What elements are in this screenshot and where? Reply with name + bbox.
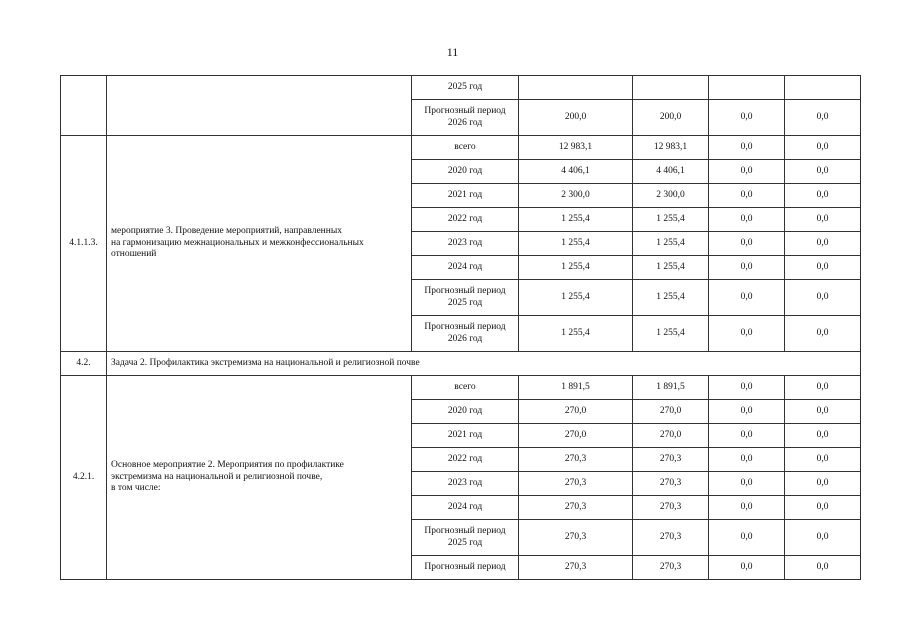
period-cell: 2021 год [412, 184, 519, 208]
value-cell: 200,0 [633, 100, 709, 136]
period-cell: 2025 год [412, 76, 519, 100]
value-cell: 0,0 [785, 184, 861, 208]
value-cell: 0,0 [785, 160, 861, 184]
value-cell: 270,3 [633, 448, 709, 472]
value-cell [633, 76, 709, 100]
period-cell: 2022 год [412, 448, 519, 472]
value-cell: 0,0 [709, 232, 785, 256]
value-cell: 1 255,4 [633, 280, 709, 316]
value-cell: 0,0 [709, 556, 785, 580]
value-cell: 0,0 [709, 424, 785, 448]
value-cell: 0,0 [709, 160, 785, 184]
value-cell: 270,3 [633, 520, 709, 556]
value-cell: 0,0 [785, 100, 861, 136]
value-cell: 270,0 [633, 400, 709, 424]
value-cell: 0,0 [785, 376, 861, 400]
value-cell: 1 255,4 [519, 316, 633, 352]
value-cell: 0,0 [709, 520, 785, 556]
value-cell: 1 255,4 [519, 208, 633, 232]
value-cell: 270,3 [519, 496, 633, 520]
number-cell [61, 76, 107, 136]
value-cell: 0,0 [785, 556, 861, 580]
value-cell: 0,0 [709, 472, 785, 496]
value-cell: 0,0 [785, 232, 861, 256]
value-cell: 1 255,4 [519, 232, 633, 256]
period-cell: Прогнозный период 2026 год [412, 316, 519, 352]
value-cell: 2 300,0 [519, 184, 633, 208]
period-cell: 2023 год [412, 472, 519, 496]
value-cell: 1 255,4 [633, 256, 709, 280]
period-cell: 2023 год [412, 232, 519, 256]
value-cell: 0,0 [709, 208, 785, 232]
table-row [61, 136, 861, 160]
value-cell: 0,0 [709, 136, 785, 160]
value-cell: 1 255,4 [633, 316, 709, 352]
value-cell: 0,0 [785, 256, 861, 280]
task-title: Задача 2. Профилактика экстремизма на национальной и религиозной почве [107, 352, 861, 376]
value-cell: 270,3 [519, 520, 633, 556]
period-cell: Прогнозный период 2025 год [412, 520, 519, 556]
value-cell: 0,0 [785, 136, 861, 160]
value-cell: 0,0 [709, 280, 785, 316]
item-description: мероприятие 3. Проведение мероприятий, направленных на гармонизацию межнациональных и межконфессиональных отношений [107, 136, 412, 352]
value-cell: 1 891,5 [519, 376, 633, 400]
table-row [61, 76, 861, 100]
period-cell: 2024 год [412, 256, 519, 280]
value-cell: 0,0 [785, 520, 861, 556]
value-cell: 1 255,4 [519, 256, 633, 280]
table-row [61, 376, 861, 400]
value-cell: 0,0 [709, 316, 785, 352]
value-cell: 270,0 [519, 400, 633, 424]
value-cell: 1 255,4 [633, 232, 709, 256]
period-cell: 2022 год [412, 208, 519, 232]
page-number: 11 [446, 45, 459, 59]
value-cell: 0,0 [785, 400, 861, 424]
value-cell [785, 76, 861, 100]
value-cell: 270,3 [633, 472, 709, 496]
value-cell: 1 255,4 [633, 208, 709, 232]
value-cell: 0,0 [709, 100, 785, 136]
period-cell: всего [412, 376, 519, 400]
value-cell: 270,0 [633, 424, 709, 448]
value-cell: 1 891,5 [633, 376, 709, 400]
value-cell: 2 300,0 [633, 184, 709, 208]
item-number: 4.2.1. [61, 376, 107, 580]
period-cell: 2020 год [412, 400, 519, 424]
value-cell: 200,0 [519, 100, 633, 136]
value-cell: 0,0 [709, 184, 785, 208]
value-cell: 0,0 [785, 472, 861, 496]
description-cell [107, 76, 412, 136]
value-cell: 0,0 [785, 208, 861, 232]
period-cell: 2020 год [412, 160, 519, 184]
value-cell: 4 406,1 [519, 160, 633, 184]
value-cell: 270,3 [519, 556, 633, 580]
value-cell: 12 983,1 [633, 136, 709, 160]
item-description: Основное мероприятие 2. Мероприятия по профилактике экстремизма на национальной и религиозной почве, в том числе: [107, 376, 412, 580]
value-cell [709, 76, 785, 100]
value-cell: 270,3 [519, 472, 633, 496]
value-cell: 0,0 [785, 424, 861, 448]
period-cell: Прогнозный период [412, 556, 519, 580]
period-cell: всего [412, 136, 519, 160]
budget-table [60, 75, 861, 580]
value-cell: 0,0 [709, 376, 785, 400]
value-cell: 0,0 [785, 496, 861, 520]
value-cell: 0,0 [709, 496, 785, 520]
period-cell: 2021 год [412, 424, 519, 448]
value-cell: 1 255,4 [519, 280, 633, 316]
value-cell: 270,0 [519, 424, 633, 448]
value-cell: 0,0 [709, 256, 785, 280]
value-cell: 12 983,1 [519, 136, 633, 160]
value-cell: 0,0 [785, 448, 861, 472]
value-cell: 270,3 [519, 448, 633, 472]
value-cell: 0,0 [709, 448, 785, 472]
value-cell [519, 76, 633, 100]
item-number: 4.1.1.3. [61, 136, 107, 352]
task-number: 4.2. [61, 352, 107, 376]
value-cell: 270,3 [633, 496, 709, 520]
value-cell: 0,0 [709, 400, 785, 424]
value-cell: 0,0 [785, 316, 861, 352]
period-cell: Прогнозный период 2025 год [412, 280, 519, 316]
period-cell: Прогнозный период 2026 год [412, 100, 519, 136]
value-cell: 4 406,1 [633, 160, 709, 184]
value-cell: 270,3 [633, 556, 709, 580]
period-cell: 2024 год [412, 496, 519, 520]
value-cell: 0,0 [785, 280, 861, 316]
task-row [61, 352, 861, 376]
